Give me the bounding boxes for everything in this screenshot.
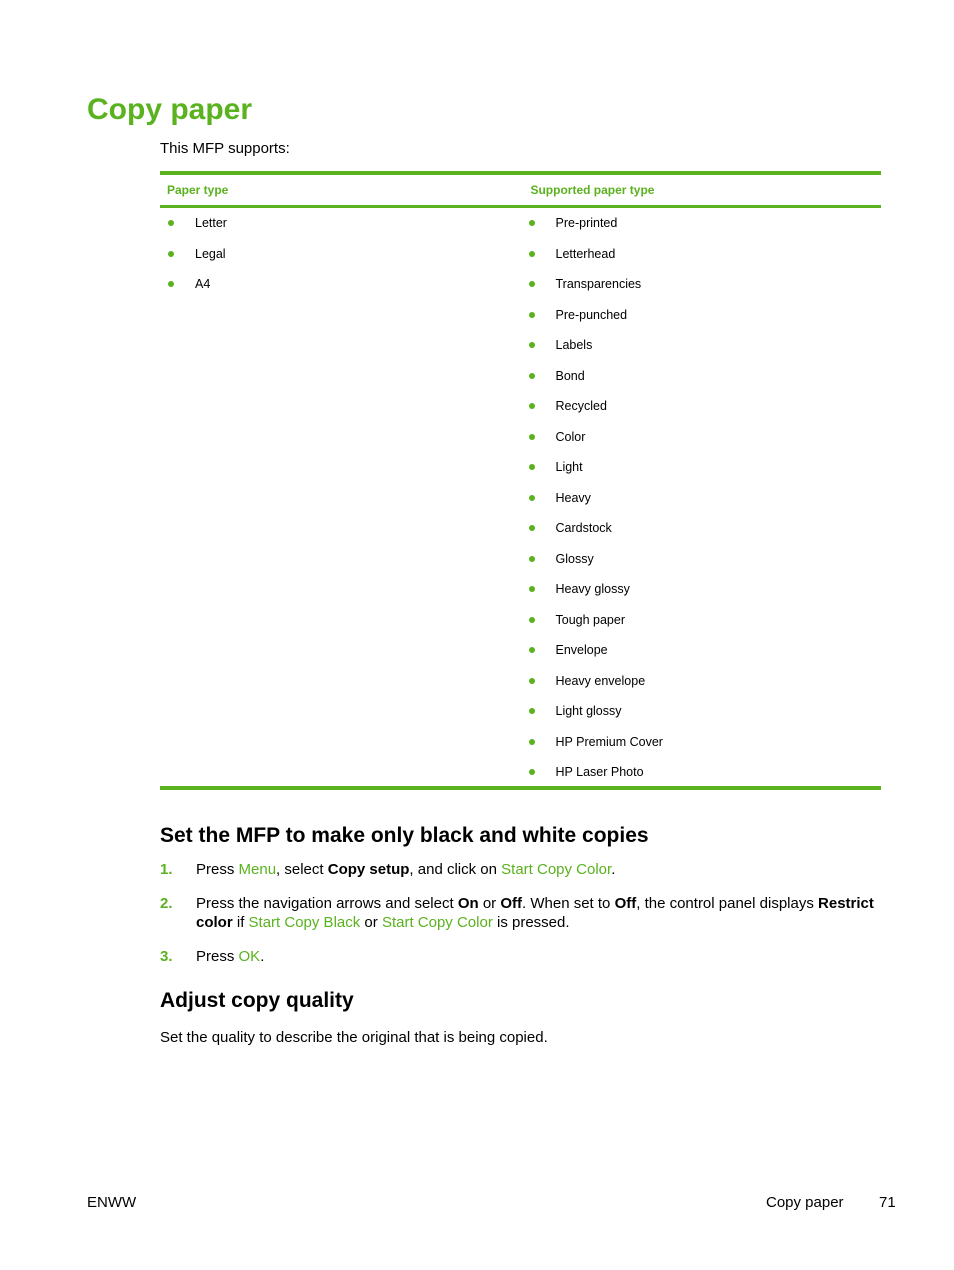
step-text: . When set to: [522, 895, 615, 912]
bullet-icon: [529, 556, 535, 562]
on-term: On: [457, 895, 479, 912]
start-copy-black-link[interactable]: Start Copy Black: [248, 914, 361, 931]
list-item-label: Heavy: [555, 490, 591, 505]
step-1: [160, 860, 880, 879]
ok-link[interactable]: OK: [238, 948, 261, 965]
list-item: [521, 243, 882, 274]
step-text: Press: [196, 861, 239, 878]
list-item-label: HP Premium Cover: [555, 734, 663, 749]
section-heading-bw: Set the MFP to make only black and white copies: [160, 824, 649, 847]
supported-type-column: [521, 212, 882, 786]
step-text: Press the navigation arrows and select: [196, 895, 458, 912]
restrict-color-term: Restrict color: [196, 895, 874, 931]
list-item: [521, 639, 882, 670]
list-item: [160, 212, 521, 243]
list-item-label: Letter: [195, 216, 227, 230]
list-item: [521, 395, 882, 426]
step-text: if: [232, 914, 249, 931]
supported-type-list: [521, 212, 882, 792]
step-number: 2.: [160, 895, 173, 912]
list-item: [521, 426, 882, 457]
list-item: [521, 487, 882, 518]
step-text: is pressed.: [492, 914, 570, 931]
paper-table: [160, 171, 881, 790]
table-body: [160, 208, 881, 786]
quality-text: Set the quality to describe the original that is being copied.: [160, 1029, 548, 1046]
footer-section: Copy paper: [766, 1194, 844, 1211]
list-item-label: Legal: [195, 246, 226, 261]
list-item: [160, 243, 521, 274]
off-term: Off: [500, 895, 523, 912]
menu-link[interactable]: Menu: [238, 861, 277, 878]
step-number: 1.: [160, 861, 173, 878]
bullet-icon: [168, 251, 174, 257]
start-copy-color-link[interactable]: Start Copy Color: [501, 861, 612, 878]
paper-type-list: [160, 212, 521, 304]
list-item: [521, 273, 882, 304]
list-item: [521, 761, 882, 792]
copy-setup-term: Copy setup: [327, 861, 410, 878]
list-item: [521, 700, 882, 731]
list-item: [521, 731, 882, 762]
bullet-icon: [529, 373, 535, 379]
bullet-icon: [529, 251, 535, 257]
step-text: , select: [276, 861, 328, 878]
list-item: [521, 212, 882, 243]
list-item: [521, 456, 882, 487]
list-item: [521, 670, 882, 701]
list-item-label: Cardstock: [555, 521, 612, 535]
list-item-label: Recycled: [555, 399, 607, 413]
off-term: Off: [614, 895, 637, 912]
bullet-icon: [168, 220, 174, 226]
bullet-icon: [529, 678, 535, 684]
step-text: , and click on: [409, 861, 502, 878]
header-paper-type: Paper type: [167, 183, 229, 197]
list-item-label: Color: [555, 429, 586, 444]
list-item-label: Heavy glossy: [555, 582, 630, 596]
bullet-icon: [529, 312, 535, 318]
list-item-label: Heavy envelope: [555, 673, 646, 688]
list-item: [521, 334, 882, 365]
bullet-icon: [529, 342, 535, 348]
paper-type-column: [160, 212, 521, 786]
step-text: or: [478, 895, 501, 912]
page-title: Copy paper: [87, 93, 253, 126]
bullet-icon: [529, 464, 535, 470]
list-item-label: Bond: [555, 368, 585, 383]
list-item-label: Pre-punched: [555, 307, 628, 322]
bullet-icon: [168, 281, 174, 287]
step-text: .: [260, 948, 265, 965]
table-header: [160, 175, 881, 205]
footer-left: ENWW: [87, 1194, 137, 1211]
bullet-icon: [529, 495, 535, 501]
step-text: or: [360, 914, 382, 931]
section-heading-quality: Adjust copy quality: [160, 989, 354, 1012]
bw-steps: [160, 860, 880, 981]
intro-text: This MFP supports:: [160, 140, 290, 157]
bullet-icon: [529, 281, 535, 287]
bullet-icon: [529, 586, 535, 592]
list-item-label: Light glossy: [555, 704, 622, 718]
list-item: [521, 304, 882, 335]
list-item-label: Glossy: [555, 551, 594, 566]
list-item-label: HP Laser Photo: [555, 765, 644, 779]
bullet-icon: [529, 708, 535, 714]
list-item: [521, 517, 882, 548]
list-item-label: Light: [555, 460, 583, 474]
bullet-icon: [529, 647, 535, 653]
step-text: .: [611, 861, 616, 878]
footer-page-number: 71: [879, 1194, 896, 1211]
step-3: [160, 947, 880, 966]
step-text: , the control panel displays: [636, 895, 819, 912]
start-copy-color-link[interactable]: Start Copy Color: [381, 914, 493, 931]
list-item-label: Transparencies: [555, 277, 642, 291]
bullet-icon: [529, 220, 535, 226]
header-supported-paper-type: Supported paper type: [530, 183, 655, 197]
list-item-label: Labels: [555, 338, 593, 352]
bullet-icon: [529, 434, 535, 440]
list-item-label: Envelope: [555, 643, 608, 657]
list-item: [521, 609, 882, 640]
list-item: [521, 365, 882, 396]
list-item: [521, 548, 882, 579]
list-item-label: Tough paper: [555, 612, 626, 627]
list-item: [160, 273, 521, 304]
list-item-label: Pre-printed: [555, 216, 618, 230]
step-2: [160, 894, 880, 932]
bullet-icon: [529, 769, 535, 775]
list-item: [521, 578, 882, 609]
bullet-icon: [529, 739, 535, 745]
step-text: Press: [196, 948, 239, 965]
list-item-label: Letterhead: [555, 246, 616, 261]
bullet-icon: [529, 403, 535, 409]
step-number: 3.: [160, 948, 173, 965]
list-item-label: A4: [195, 277, 211, 291]
bullet-icon: [529, 525, 535, 531]
bullet-icon: [529, 617, 535, 623]
